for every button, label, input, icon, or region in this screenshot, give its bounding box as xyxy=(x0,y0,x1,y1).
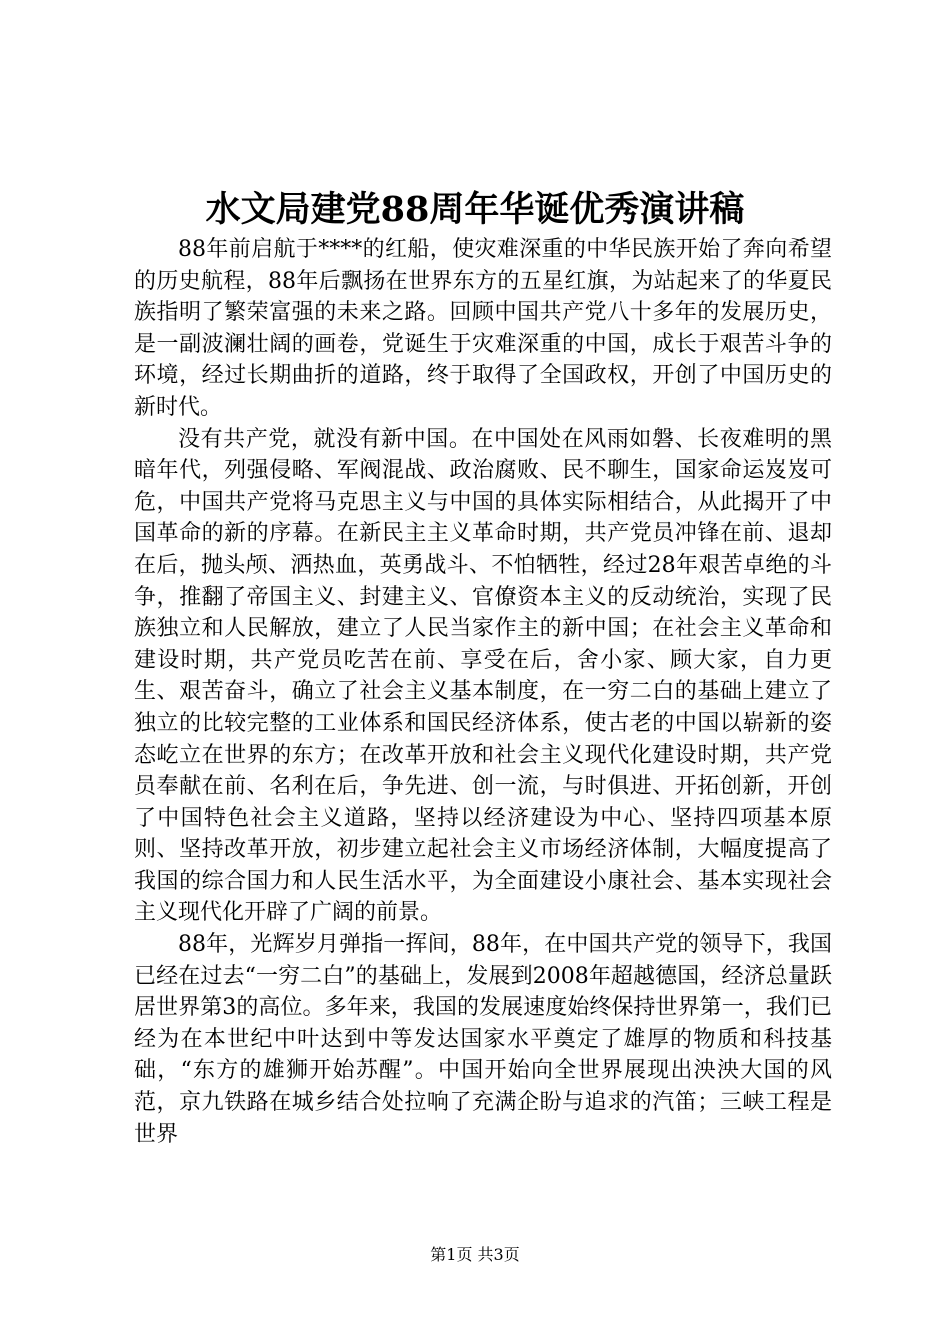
document-body xyxy=(134,234,832,1150)
document-title: 水文局建党88周年华诞优秀演讲稿 xyxy=(205,189,745,230)
body-paragraph: 没有共产党，就没有新中国。在中国处在风雨如磐、长夜难明的黑暗年代，列强侵略、军阀混战、政治腐败、民不聊生，国家命运岌岌可危，中国共产党将马克思主义与中国的具体实际相结合，从此揭开了中国革命的新的序幕。在新民主主义革命时期，共产党员冲锋在前、退却在后，抛头颅、洒热血，英勇战斗、不怕牺牲，经过28年艰苦卓绝的斗争，推翻了帝国主义、封建主义、官僚资本主义的反动统治，实现了民族独立和人民解放，建立了人民当家作主的新中国；在社会主义革命和建设时期，共产党员吃苦在前、享受在后，舍小家、顾大家，自力更生、艰苦奋斗，确立了社会主义基本制度，在一穷二白的基础上建立了独立的比较完整的工业体系和国民经济体系，使古老的中国以崭新的姿态屹立在世界的东方；在改革开放和社会主义现代化建设时期，共产党员奉献在前、名利在后，争先进、创一流，与时俱进、开拓创新，开创了中国特色社会主义道路，坚持以经济建设为中心、坚持四项基本原则、坚持改革开放，初步建立起社会主义市场经济体制，大幅度提高了我国的综合国力和人民生活水平，为全面建设小康社会、基本实现社会主义现代化开辟了广阔的前景。 xyxy=(134,426,832,926)
body-paragraph: 88年，光辉岁月弹指一挥间，88年，在中国共产党的领导下，我国已经在过去“一穷二白”的基础上，发展到2008年超越德国，经济总量跃居世界第3的高位。多年来，我国的发展速度始终保持世界第一，我们已经为在本世纪中叶达到中等发达国家水平奠定了雄厚的物质和科技基础，“东方的雄狮开始苏醒”。中国开始向全世界展现出泱泱大国的风范，京九铁路在城乡结合处拉响了充满企盼与追求的汽笛；三峡工程是世界 xyxy=(134,932,832,1147)
page-number-footer: 第1页 共3页 xyxy=(430,1245,520,1264)
body-paragraph: 88年前启航于****的红船，使灾难深重的中华民族开始了奔向希望的历史航程，88年后飘扬在世界东方的五星红旗，为站起来了的华夏民族指明了繁荣富强的未来之路。回顾中国共产党八十多年的发展历史，是一副波澜壮阔的画卷，党诞生于灾难深重的中国，成长于艰苦斗争的环境，经过长期曲折的道路，终于取得了全国政权，开创了中国历史的新时代。 xyxy=(134,237,832,420)
